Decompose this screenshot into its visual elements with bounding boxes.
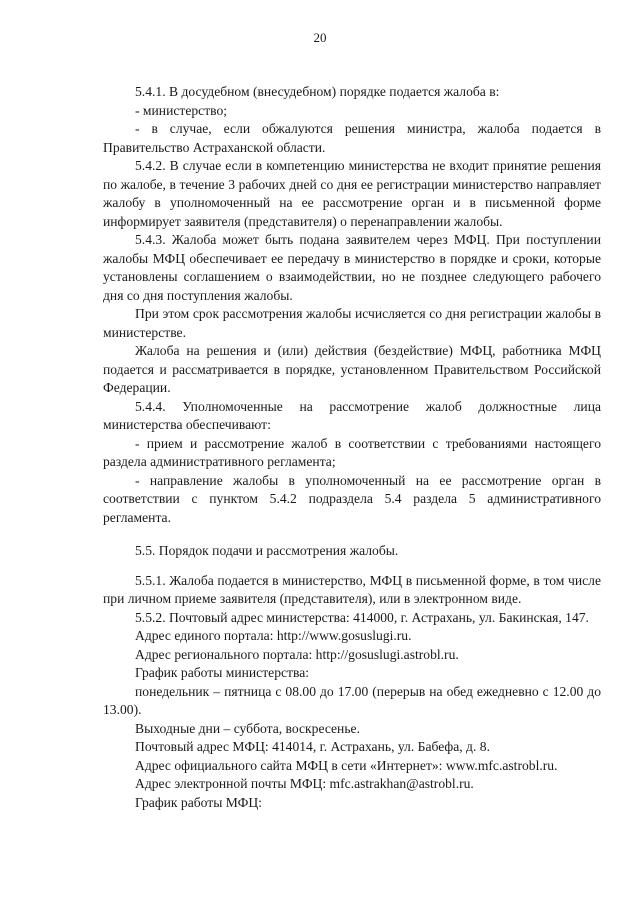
regional-portal-address: Адрес регионального портала: http://gosuslugi.astrobl.ru. (135, 646, 459, 662)
paragraph-mfc-complaint: Жалоба на решения и (или) действия (бездействие) МФЦ, работника МФЦ подается и рассматривается в порядке, установленном Правительством Российской Федерации. (103, 343, 601, 395)
list-item-ministry: - министерство; (135, 102, 228, 118)
paragraph-5-4-3: 5.4.3. Жалоба может быть подана заявителем через МФЦ. При поступлении жалобы МФЦ обеспечивает ее передачу в министерство в порядке и сроки, которые установлены соглашением о взаимодействии, но не позднее следующего рабочего дня со дня поступления жалобы. (103, 232, 601, 303)
paragraph-5-5-2: 5.5.2. Почтовый адрес министерства: 414000, г. Астрахань, ул. Бакинская, 147. (135, 609, 589, 625)
mfc-schedule-heading: График работы МФЦ: (135, 794, 262, 810)
page-number: 20 (313, 30, 327, 45)
list-item-redirect: - направление жалобы в уполномоченный на ее рассмотрение орган в соответствии с пунктом 5.4.2 подраздела 5.4 раздела 5 административного регламента. (103, 472, 601, 525)
mfc-website-address: Адрес официального сайта МФЦ в сети «Интернет»: www.mfc.astrobl.ru. (135, 757, 558, 773)
list-item-reception: - прием и рассмотрение жалоб в соответствии с требованиями настоящего раздела административного регламента; (103, 435, 601, 469)
mfc-postal-address: Почтовый адрес МФЦ: 414014, г. Астрахань, ул. Бабефа, д. 8. (135, 739, 490, 754)
ministry-schedule-heading: График работы министерства: (135, 665, 310, 680)
days-off: Выходные дни – суббота, воскресенье. (135, 720, 360, 736)
unified-portal-address: Адрес единого портала: http://www.gosuslugi.ru. (135, 628, 412, 643)
section-heading-5-5: 5.5. Порядок подачи и рассмотрения жалобы. (135, 543, 399, 558)
paragraph-review-term: При этом срок рассмотрения жалобы исчисляется со дня регистрации жалобы в министерстве. (103, 306, 601, 340)
paragraph-5-5-1: 5.5.1. Жалоба подается в министерство, МФЦ в письменной форме, в том числе при личном приеме заявителя (представителя), или в электронном виде. (103, 572, 601, 606)
ministry-schedule-hours: понедельник – пятница с 08.00 до 17.00 (перерыв на обед ежедневно с 12.00 до 13.00). (103, 683, 601, 717)
paragraph-5-4-4: 5.4.4. Уполномоченные на рассмотрение жалоб должностные лица министерства обеспечивают: (103, 398, 601, 432)
paragraph-5-4-2: 5.4.2. В случае если в компетенцию министерства не входит принятие решения по жалобе, в течение 3 рабочих дней со дня ее регистрации министерство направляет жалобу в уполномоченный на ее рассмотрение орган и в письменной форме информирует заявителя (представителя) о перенаправлении жалобы. (103, 158, 601, 229)
document-body (103, 83, 601, 812)
list-item-government: - в случае, если обжалуются решения министра, жалоба подается в Правительство Астраханской области. (103, 121, 601, 155)
paragraph-5-4-1: 5.4.1. В досудебном (внесудебном) порядке подается жалоба в: (135, 84, 500, 99)
mfc-email-address: Адрес электронной почты МФЦ: mfc.astrakhan@astrobl.ru. (135, 776, 474, 791)
